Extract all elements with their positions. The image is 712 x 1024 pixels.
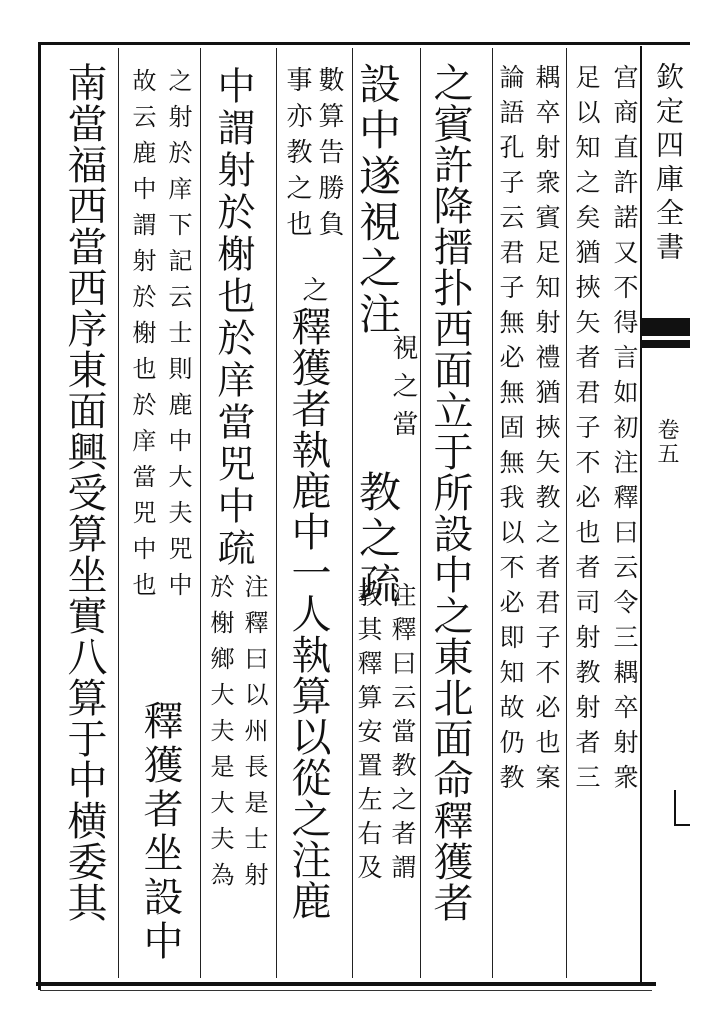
volume-label: 卷五 <box>654 418 679 466</box>
text-column-8-main: 中謂射於榭也於庠當兕中疏 <box>211 66 255 570</box>
fish-tail-mark <box>642 318 690 336</box>
text-column-6-note2b: 教其釋算安置左右及 <box>354 582 383 888</box>
text-column-6-note: 視之當 <box>388 334 418 448</box>
text-column-7-note-a: 數算告勝負 <box>314 66 344 246</box>
column-rule <box>200 48 201 978</box>
column-rule <box>420 48 421 978</box>
text-column-8-note-a: 注釋曰以州長是士射 <box>240 574 268 898</box>
text-column-2: 足以知之矣猶挾矢者君子不必也者司射教射者三 <box>572 64 601 799</box>
text-column-6-note2a: 注釋曰云當教之者謂 <box>388 582 417 888</box>
frame-bottom-rule <box>36 982 656 986</box>
text-column-5: 之賓許降搢扑西面立于所設中之東北面命釋獲者 <box>427 62 473 923</box>
frame-bottom-rule-thin <box>40 990 652 991</box>
text-column-9-main: 釋獲者坐設中 <box>137 700 183 964</box>
fish-tail-mark <box>642 340 690 348</box>
text-column-6-main: 設中遂視之注 <box>353 62 402 338</box>
text-column-8-note-b: 於榭鄉大夫是大夫為 <box>206 574 234 898</box>
book-title: 欽定四庫全書 <box>652 62 685 266</box>
column-rule <box>276 48 277 978</box>
text-column-10: 南當福西當西序東面興受算坐實八算于中横委其 <box>61 62 107 923</box>
column-rule <box>118 48 119 978</box>
text-column-9-note-a: 之射於庠下記云士則鹿中大夫兕中 <box>164 68 192 608</box>
column-rule <box>492 48 493 978</box>
page-number-mark <box>674 790 690 826</box>
text-column-4: 論語孔子云君子無必無固無我以不必即知故仍教 <box>496 64 525 799</box>
text-column-1: 宫商直許諾又不得言如初注釋曰云令三耦卒射衆 <box>610 64 639 799</box>
text-column-7-main: 釋獲者執鹿中一人執算以從之注鹿 <box>285 306 331 921</box>
text-column-3: 耦卒射衆賓足知射禮猶挾矢教之者君子不必也案 <box>532 64 561 799</box>
text-column-9-note-b: 故云鹿中謂射於榭也於庠當兕中也 <box>128 68 156 608</box>
column-rule <box>566 48 567 978</box>
text-column-7-note-b: 事亦教之也 <box>282 66 312 246</box>
text-column-7-mark: 之 <box>298 276 328 302</box>
text-column-6-main2: 教之疏 <box>353 470 402 608</box>
